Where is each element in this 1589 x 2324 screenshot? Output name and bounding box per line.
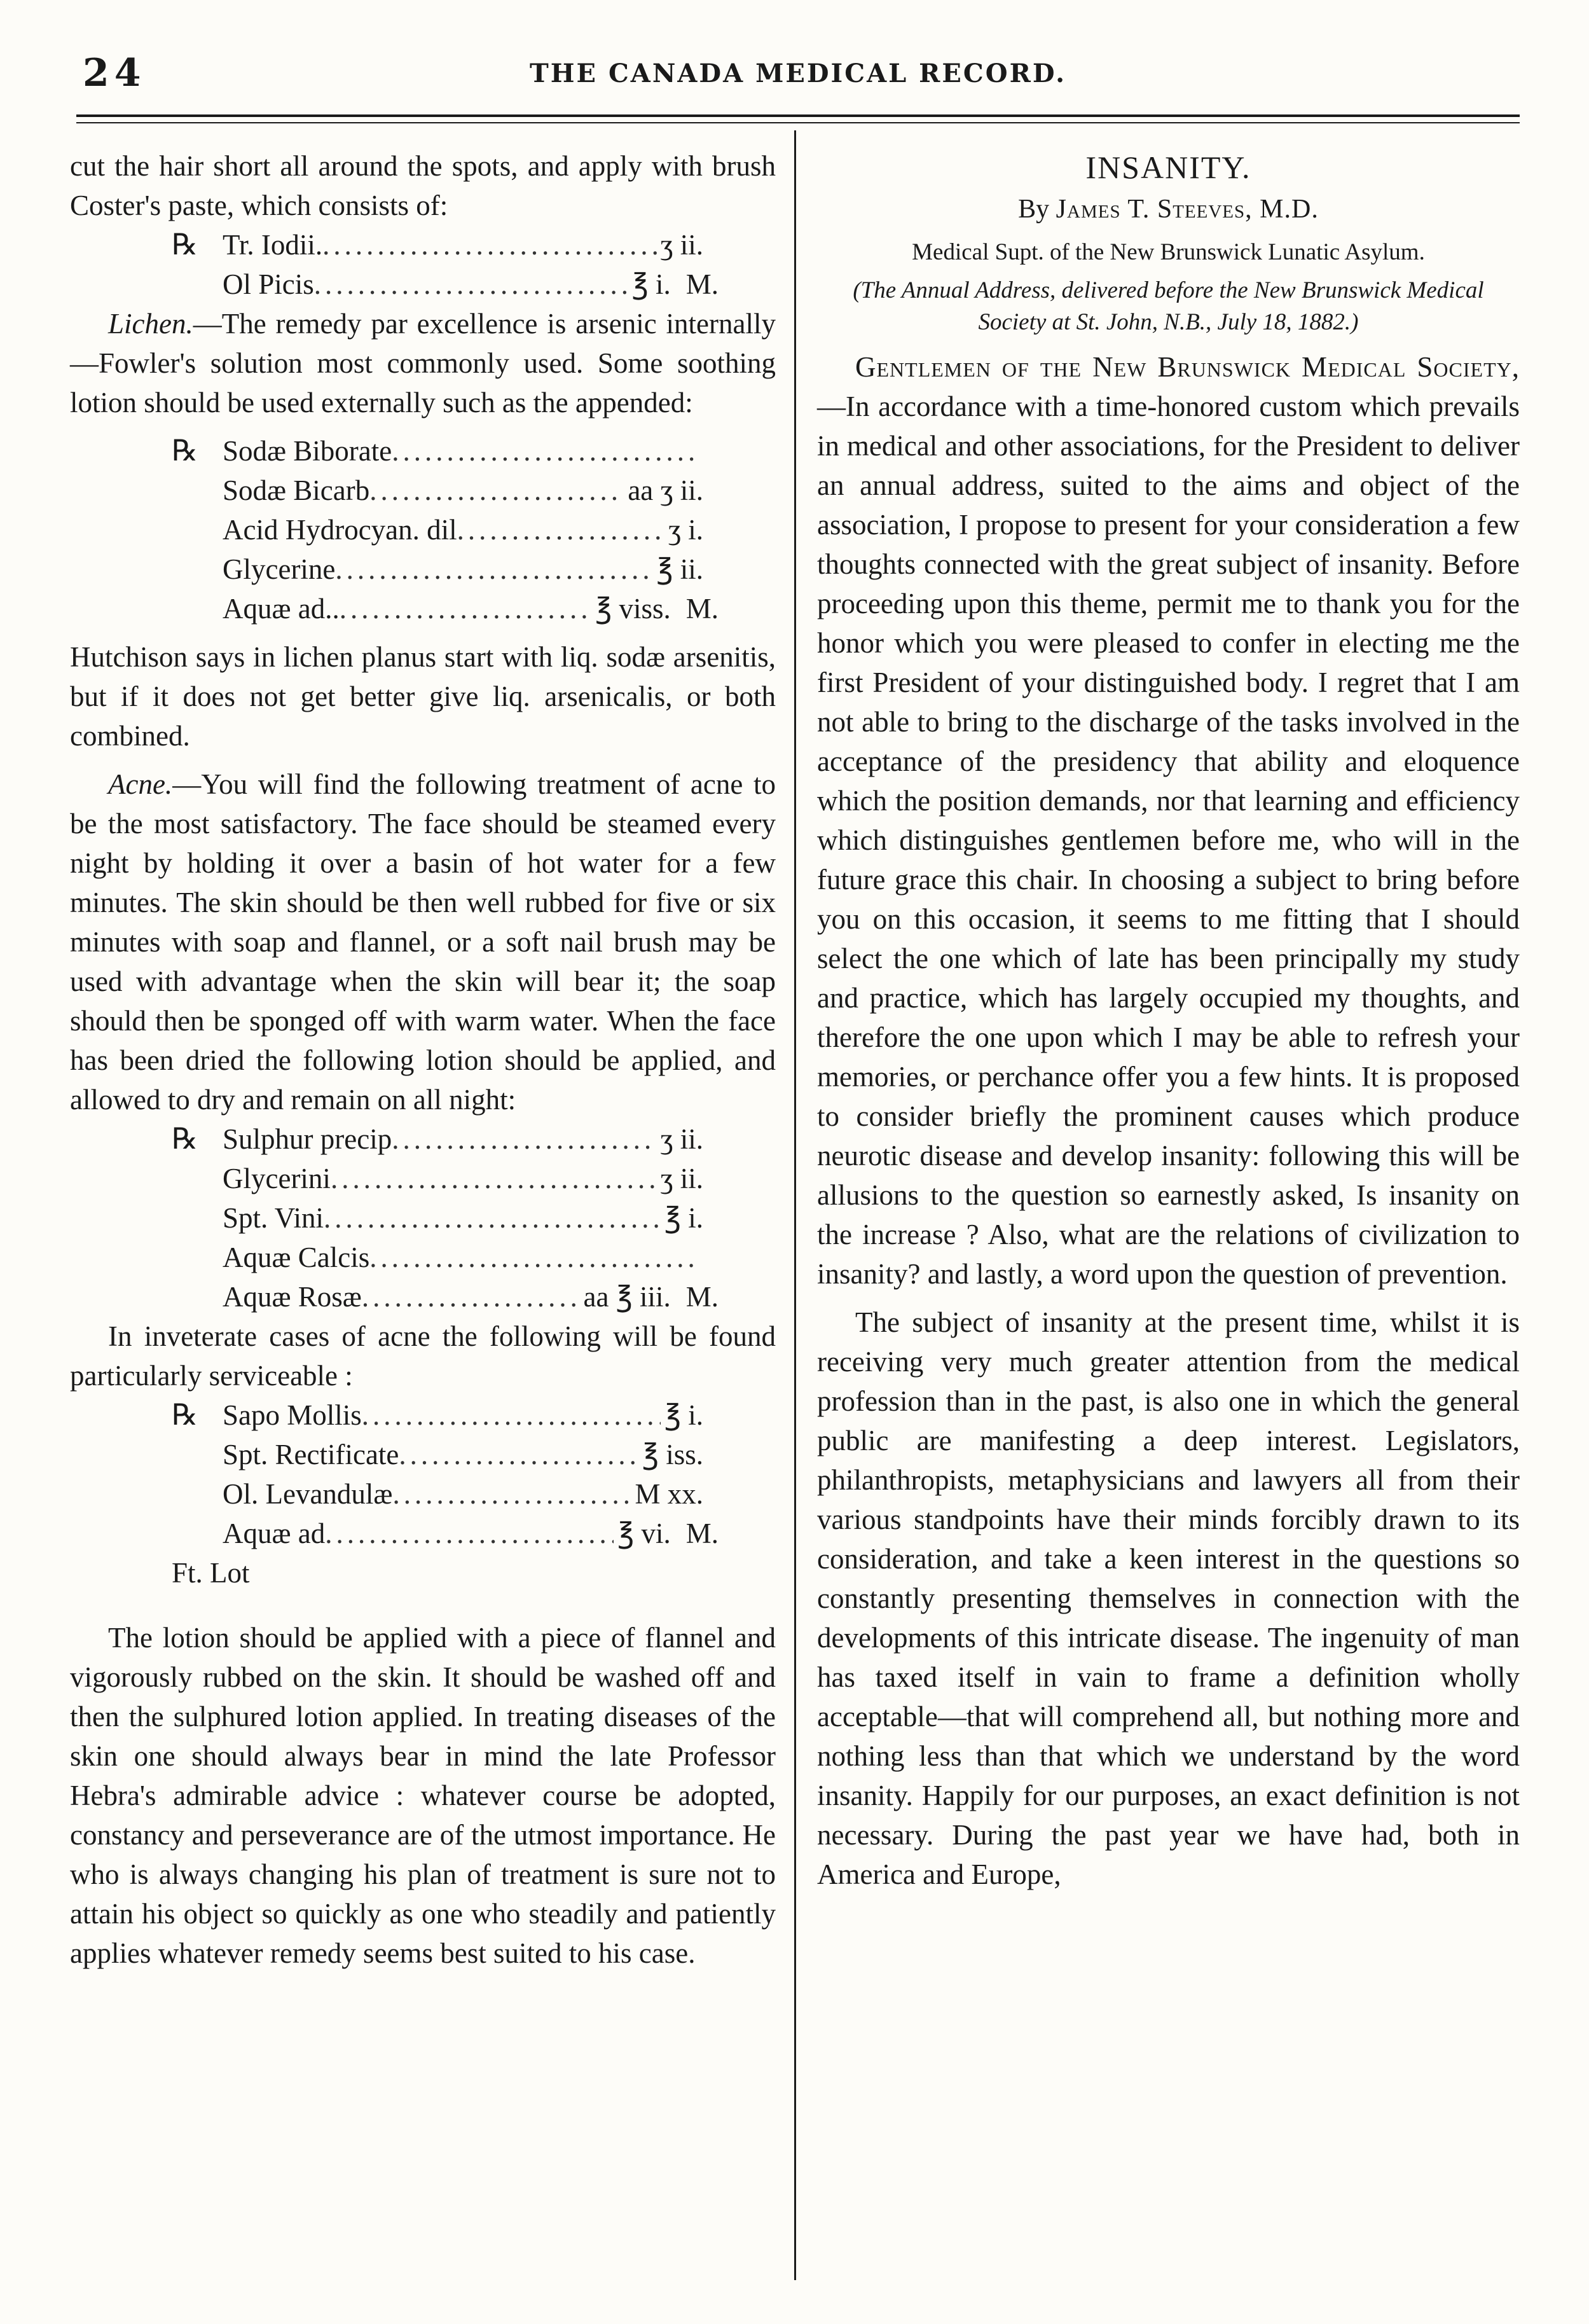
intro-paragraph: cut the hair short all around the spots, and apply with brush Coster's paste, which consists of: <box>70 150 776 221</box>
rx-leader-dots <box>369 471 624 510</box>
opening-paragraph <box>817 347 1520 1294</box>
rx-ft-lot: Ft. Lot <box>172 1557 250 1589</box>
prescription-sapo-lotion <box>172 1395 719 1553</box>
page-number: 24 <box>83 51 146 95</box>
rx-line <box>172 1474 719 1514</box>
acne-label: Acne. <box>108 768 173 800</box>
rx-quantity: M xx. <box>635 1478 703 1510</box>
lichen-paragraph <box>70 304 776 422</box>
rx-quantity: ℥ i. <box>664 1399 703 1431</box>
rx-misce: M. <box>685 1281 719 1313</box>
rx-ingredient: Aquæ Calcis <box>223 1242 370 1273</box>
rx-quantity: ʒ ii. <box>660 1123 703 1155</box>
article-byline <box>817 190 1520 229</box>
rx-leader-dots <box>324 1198 661 1238</box>
rx-ingredient: Tr. Iodii. <box>223 229 323 261</box>
rx-leader-dots <box>325 1514 614 1553</box>
rx-leader-dots <box>362 1395 661 1435</box>
second-paragraph: The subject of insanity at the present time, whilst it is receiving very much greater attention from the medical profession than in the past, is also one in which the general public are manifesting a deep interest. Legislators, philanthropists, metaphysicians and lawyers all from their various standpoints have their minds forcibly drawn to its consideration, and take a keen interest in the questions so constantly presenting themselves in connection with the developments of this intricate disease. The ingenuity of man has taxed itself in vain to frame a definition wholly acceptable—that will comprehend all, but nothing more and nothing less than that which we understand by the word insanity. Happily for our purposes, an exact definition is not necessary. During the past year we have had, both in America and Europe, <box>817 1306 1520 1890</box>
rx-leader-dots <box>369 1238 699 1277</box>
rx-line <box>172 550 719 589</box>
rx-quantity: ℥ viss. <box>595 593 671 625</box>
rx-line <box>172 1159 719 1198</box>
rx-quantity: ʒ i. <box>668 514 703 546</box>
rx-line <box>172 1198 719 1238</box>
rx-quantity: ℥ ii. <box>656 553 703 585</box>
column-divider <box>794 130 796 2280</box>
article-title: INSANITY. <box>1085 149 1251 185</box>
rx-leader-dots <box>322 225 656 265</box>
rx-ingredient: Acid Hydrocyan. dil <box>223 514 457 546</box>
rx-quantity: ℥ iss. <box>642 1439 703 1470</box>
rx-misce: M. <box>685 268 719 300</box>
acne-paragraph <box>70 764 776 1119</box>
rx-line <box>172 265 719 304</box>
rx-quantity: ℥ vi. <box>617 1518 671 1549</box>
rx-ingredient: Spt. Vini <box>223 1202 324 1234</box>
rx-leader-dots <box>331 1159 657 1198</box>
lichen-text: —The remedy par excellence is arsenic internally—Fowler's solution most commonly used. Some soothing lotion should be used externally such as the appended: <box>70 308 776 418</box>
acne-text: —You will find the following treatment of acne to be the most satisfactory. The face should be steamed every night by holding it over a basin of hot water for a few minutes. The skin should be then well rubbed for five or six minutes with soap and flannel, or a soft nail brush may be used with advantage when the skin will bear it; the soap should then be sponged off with warm water. When the face has been dried the following lotion should be applied, and allowed to dry and remain on all night: <box>70 768 776 1116</box>
header-rule-thin <box>76 122 1520 123</box>
rx-line <box>172 1514 719 1553</box>
right-column <box>817 146 1520 1894</box>
rx-quantity: aa ʒ ii. <box>628 474 703 506</box>
rx-quantity: ʒ ii. <box>660 1163 703 1194</box>
opening-text: —In accordance with a time-honored custom which prevails in medical and other associations, for the President to deliver an annual address, suited to the aims and object of the association, I propose to present for your consideration a few thoughts connected with the great subject of insanity. Before proceeding upon this theme, permit me to thank you for the honor which you were pleased to confer in electing me the first President of your distinguished body. I regret that I am not able to bring to the discharge of the tasks involved in the acceptance of the presidency that ability and eloquence which the position demands, nor that learning and efficiency which distinguishes gentlemen before me, who will in the future grace this chair. In choosing a subject to bring before you on this occasion, it seems to me fitting that I should select the one which of late has been principally my study and practice, which has largely occupied my thoughts, and therefore the one upon which I may be able to refresh your memories, or perchance offer you a few hints. It is proposed to consider briefly the prominent causes which produce neurotic disease and develop insanity: following this will be allusions to the question so earnestly asked, Is insanity on the increase ? Also, what are the relations of civilization to insanity? and lastly, a word upon the question of prevention. <box>817 391 1520 1290</box>
prescription-lichen-lotion <box>172 431 719 628</box>
rx-ingredient: Glycerini <box>223 1163 331 1194</box>
rx-quantity: ℥ i. <box>664 1202 703 1234</box>
rx-ingredient: Sapo Mollis <box>223 1399 362 1431</box>
lichen-label: Lichen. <box>108 308 193 340</box>
rx-line <box>172 471 719 510</box>
rx-symbol: ℞ <box>172 228 198 261</box>
author-affiliation: Medical Supt. of the New Brunswick Lunatic Asylum. <box>912 239 1425 265</box>
rx-ingredient: Sodæ Biborate <box>223 435 392 467</box>
header-rule <box>76 114 1520 117</box>
inveterate-paragraph: In inveterate cases of acne the following will be found particularly serviceable : <box>70 1320 776 1392</box>
prescription-ft-lot <box>172 1553 719 1593</box>
rx-quantity: ℥ i. <box>631 268 671 300</box>
rx-line <box>172 1277 719 1317</box>
address-source-note: (The Annual Address, delivered before the New Brunswick Medical Society at St. John, N.B., July 18, 1882.) <box>853 277 1484 335</box>
journal-title: THE CANADA MEDICAL RECORD. <box>529 59 1066 88</box>
rx-leader-dots <box>335 550 652 589</box>
rx-line <box>172 1395 719 1435</box>
rx-ingredient: Ol. Levandulæ <box>223 1478 393 1510</box>
rx-misce: M. <box>685 593 719 625</box>
rx-quantity: aa ℥ iii. <box>583 1281 671 1313</box>
rx-misce: M. <box>685 1518 719 1549</box>
rx-ingredient: Sodæ Bicarb <box>223 474 370 506</box>
rx-ingredient: Sulphur precip <box>223 1123 392 1155</box>
rx-ingredient: Aquæ ad <box>223 1518 326 1549</box>
rx-line <box>172 589 719 628</box>
rx-quantity: ʒ ii. <box>660 229 703 261</box>
rx-line <box>172 1238 719 1277</box>
rx-ingredient: Aquæ Rosæ <box>223 1281 362 1313</box>
prescription-coster-paste <box>172 225 719 304</box>
rx-leader-dots <box>457 510 664 550</box>
rx-leader-dots <box>399 1435 638 1474</box>
rx-symbol: ℞ <box>172 1399 198 1431</box>
running-header <box>76 51 1520 95</box>
prescription-acne-lotion <box>172 1119 719 1317</box>
rx-leader-dots <box>314 265 628 304</box>
rx-leader-dots <box>340 589 591 628</box>
rx-leader-dots <box>392 1474 631 1514</box>
rx-ingredient: Spt. Rectificate <box>223 1439 399 1470</box>
lotion-paragraph: The lotion should be applied with a piece of flannel and vigorously rubbed on the skin. It should be washed off and then the sulphured lotion applied. In treating diseases of the skin one should always bear in mind the late Professor Hebra's admirable advice : whatever course be adopted, constancy and perseverance are of the utmost importance. He who is always changing his plan of treatment is sure not to attain his object so quickly as one who steadily and patiently applies whatever remedy seems best suited to his case. <box>70 1622 776 1969</box>
rx-line <box>172 1435 719 1474</box>
rx-symbol: ℞ <box>172 1123 198 1155</box>
rx-ingredient: Aquæ ad.. <box>223 593 340 625</box>
rx-line <box>172 225 719 265</box>
rx-leader-dots <box>362 1277 580 1317</box>
rx-ingredient: Glycerine <box>223 553 336 585</box>
rx-line <box>172 431 719 471</box>
hutchison-paragraph: Hutchison says in lichen planus start with liq. sodæ arsenitis, but if it does not get better give liq. arsenicalis, or both combined. <box>70 641 776 752</box>
rx-line <box>172 1119 719 1159</box>
rx-symbol: ℞ <box>172 434 198 467</box>
byline-prefix: By <box>1018 195 1056 224</box>
rx-leader-dots <box>392 1119 656 1159</box>
rx-line <box>172 510 719 550</box>
salutation: Gentlemen of the New Brunswick Medical Society, <box>855 351 1520 383</box>
rx-ingredient: Ol Picis <box>223 268 314 300</box>
author-name: James T. Steeves, M.D. <box>1056 195 1319 224</box>
rx-leader-dots <box>392 431 699 471</box>
left-column <box>70 146 776 1973</box>
